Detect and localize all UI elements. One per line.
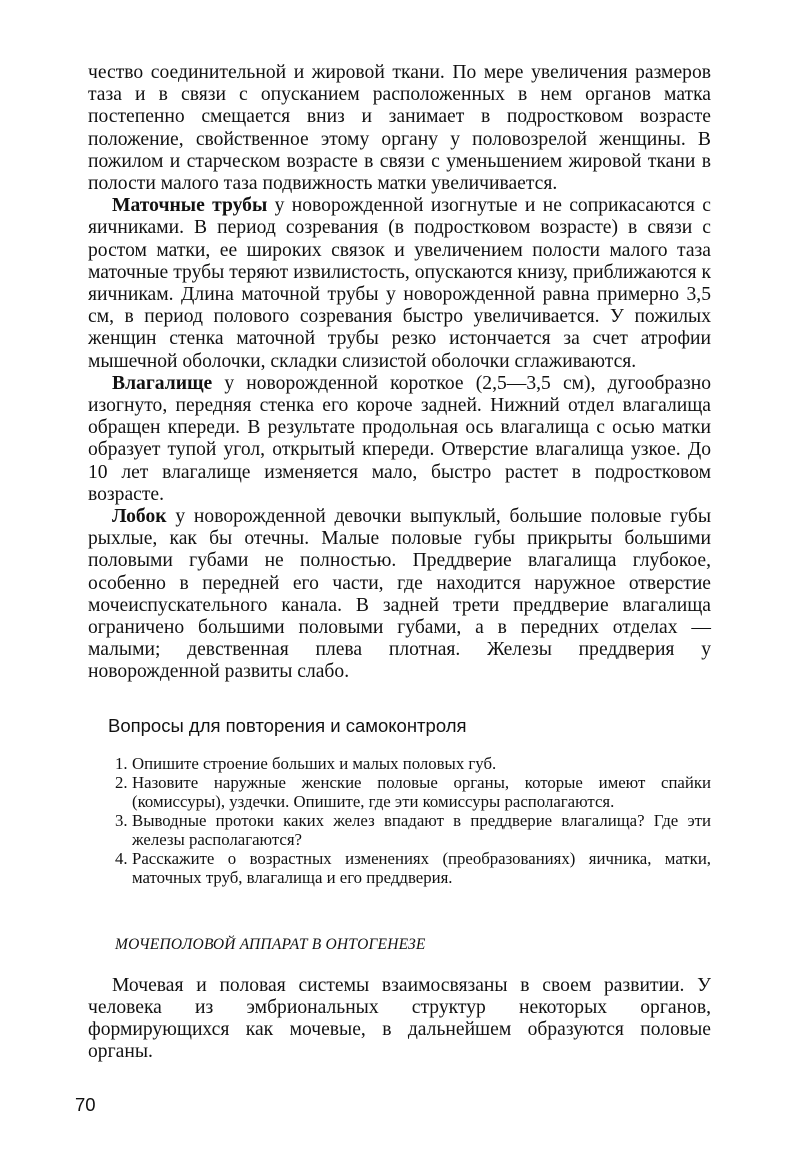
page-content xyxy=(88,62,711,1064)
paragraph-closing: Мочевая и половая системы взаимосвязаны в своем развитии. У человека из эмбриональных структур некоторых органов, формирующихся как мочевые, в дальнейшем образуются половые органы. xyxy=(88,974,711,1063)
paragraph-text: у новорожденной изогнутые и не соприкасаются с яичниками. В период созревания (в подростковом возрасте) в связи с ростом матки, ее широких связок и увеличением полости малого таза маточные трубы теряют извилистость, опускаются книзу, приближаются к яичникам. Длина маточной трубы у новорожденной равна примерно 3,5 см, в период полового созревания быстро увеличивается. У пожилых женщин стенка маточной трубы резко истончается за счет атрофии мышечной оболочки, складки слизистой оболочки сглаживаются. xyxy=(88,195,711,372)
paragraph-text: чество соединительной и жировой ткани. По мере увеличения размеров таза и в связи с опусканием расположенных в нем органов матка постепенно смещается вниз и занимает в подростковом возрасте положение, свойственное этому органу у половозрелой женщины. В пожилом и старческом возрасте в связи с уменьшением жировой ткани в полости малого таза подвижность матки увеличивается. xyxy=(88,62,711,195)
paragraph-text: у новорожденной девочки выпуклый, большие половые губы рыхлые, как бы отечны. Малые половые губы прикрыты большими половыми губами не полностью. Преддверие влагалища глубокое, особенно в передней его части, где находится наружное отверстие мочеиспускательного канала. В задней трети преддверие влагалища ограничено большими половыми губами, а в передних отделах — малыми; девственная плева плотная. Железы преддверия у новорожденной развиты слабо. xyxy=(88,506,711,683)
question-text: Выводные протоки каких желез впадают в преддверие влагалища? Где эти железы располагаются? xyxy=(132,810,711,849)
paragraph-uterus-continuation xyxy=(88,62,711,195)
question-text: Опишите строение больших и малых половых губ. xyxy=(132,753,497,773)
paragraph-vagina xyxy=(88,373,711,506)
question-item xyxy=(115,811,711,849)
term-vagina: Влагалище xyxy=(112,372,213,394)
term-fallopian-tubes: Маточные трубы xyxy=(112,195,268,217)
question-text: Расскажите о возрастных изменениях (преобразованиях) яичника, матки, маточных труб, влагалища и его преддверия. xyxy=(132,848,711,887)
question-number: 1. xyxy=(115,753,128,773)
questions-list xyxy=(88,754,711,887)
chapter-title: МОЧЕПОЛОВОЙ АППАРАТ В ОНТОГЕНЕЗЕ xyxy=(115,935,426,953)
question-text: Назовите наружные женские половые органы, которые имеют спайки (комиссуры), уздечки. Опишите, где эти комиссуры располагаются. xyxy=(132,772,711,811)
question-number: 4. xyxy=(115,848,128,868)
question-number: 3. xyxy=(115,810,128,830)
page-number: 70 xyxy=(75,1094,96,1115)
paragraph-fallopian-tubes xyxy=(88,195,711,373)
question-item xyxy=(115,754,711,773)
question-item xyxy=(115,849,711,887)
question-item xyxy=(115,773,711,811)
main-text xyxy=(88,62,711,684)
closing-text xyxy=(88,975,711,1064)
paragraph-text: у новорожденной короткое (2,5—3,5 см), дугообразно изогнуто, передняя стенка его короче задней. Нижний отдел влагалища обращен кпереди. В результате продольная ось влагалища с осью матки образует тупой угол, открытый кпереди. Отверстие влагалища узкое. До 10 лет влагалище изменяется мало, быстро растет в подростковом возрасте. xyxy=(88,372,711,505)
term-pubis: Лобок xyxy=(112,506,167,528)
paragraph-pubis xyxy=(88,506,711,684)
question-number: 2. xyxy=(115,772,128,792)
section-heading-review-questions: Вопросы для повторения и самоконтроля xyxy=(108,714,467,736)
